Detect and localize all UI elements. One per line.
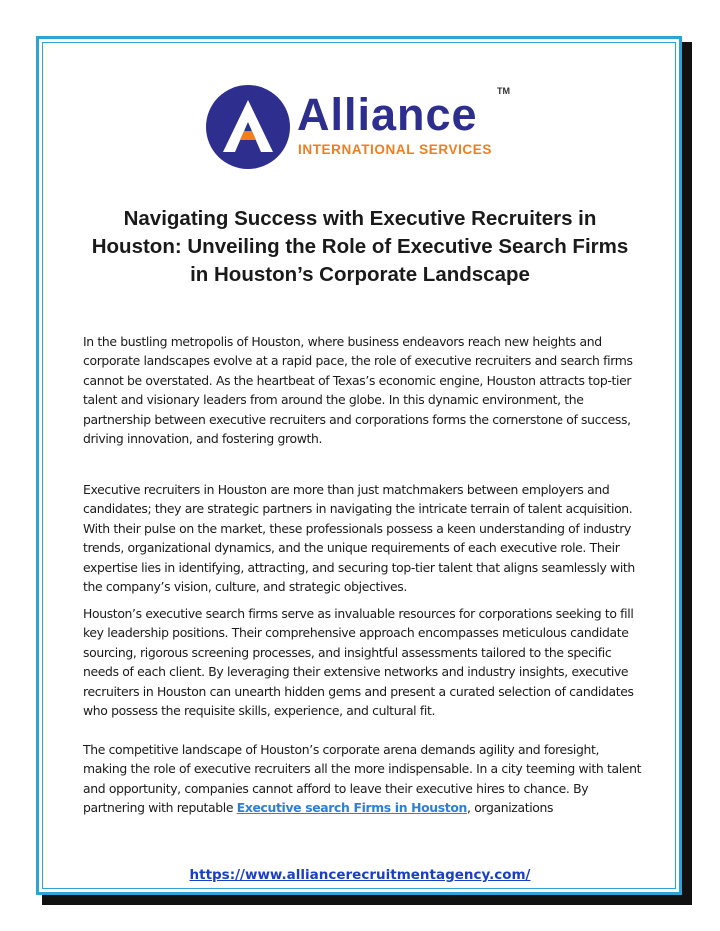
document-title: Navigating Success with Executive Recruiters in Houston: Unveiling the Role of Executive Search Firms in Houston’s Corporate Landscape [91, 207, 629, 286]
trademark-symbol: TM [497, 86, 510, 96]
alliance-logo [205, 84, 515, 170]
paragraph-intro: In the bustling metropolis of Houston, where business endeavors reach new heights and corporate landscapes evolve at a rapid pace, the role of executive recruiters and search firms cannot be overstated. As the heartbeat of Texas’s economic engine, Houston attracts top-tier talent and visionary leaders from around the globe. In this dynamic environment, the partnership between executive recruiters and corporations forms the cornerstone of success, driving innovation, and fostering growth. [83, 334, 633, 447]
logo-subtitle: INTERNATIONAL SERVICES [298, 142, 492, 157]
paragraph-search-firms: Houston’s executive search firms serve as invaluable resources for corporations seeking to fill key leadership positions. Their comprehensive approach encompasses meticulous candidate sourcing, rigorous screening processes, and insightful assessments tailored to the specific needs of each client. By leveraging their extensive networks and industry insights, executive recruiters in Houston can unearth hidden gems and present a curated selection of candidates who possess the requisite skills, experience, and cultural fit. [83, 606, 634, 719]
paragraph-competitive-landscape [83, 740, 643, 818]
alliance-a-logo-icon [205, 84, 291, 170]
paragraph-text-after-link: , organizations [467, 800, 554, 816]
footer-website-link[interactable]: https://www.alliancerecruitmentagency.com/ [189, 867, 531, 883]
paragraph-text-before-link: The competitive landscape of Houston’s corporate arena demands agility and foresight, making the role of executive recruiters all the more indispensable. In a city teeming with talent and opportunity, companies cannot afford to leave their executive hires to chance. By partnering with reputable [83, 742, 642, 816]
executive-search-firms-link[interactable]: Executive search Firms in Houston [236, 800, 468, 816]
logo-wordmark: Alliance [297, 89, 478, 140]
paragraph-recruiters: Executive recruiters in Houston are more than just matchmakers between employers and candidates; they are strategic partners in navigating the intricate terrain of talent acquisition. With their pulse on the market, these professionals possess a keen understanding of industry trends, organizational dynamics, and the unique requirements of each executive role. Their expertise lies in identifying, attracting, and securing top-tier talent that aligns seamlessly with the company’s vision, culture, and strategic objectives. [83, 482, 635, 595]
